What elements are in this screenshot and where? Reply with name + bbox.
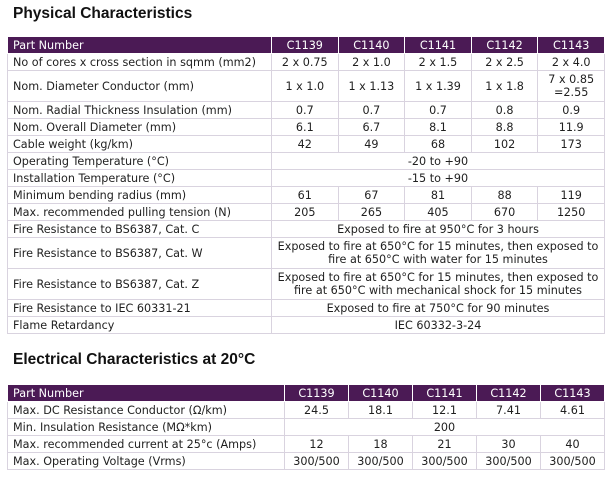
row-value: 300/500 <box>477 453 541 470</box>
row-merged-value: Exposed to fire at 650°C for 15 minutes, then exposed to fire at 650°C with water for 15 minutes <box>272 238 605 269</box>
row-label: Minimum bending radius (mm) <box>8 187 272 204</box>
row-label: No of cores x cross section in sqmm (mm2) <box>8 54 272 71</box>
row-value: 0.9 <box>538 102 605 119</box>
table-row <box>8 136 605 153</box>
row-value: 1 x 1.8 <box>471 71 538 102</box>
header-part-c1141: C1141 <box>413 385 477 402</box>
header-part-c1139: C1139 <box>272 37 339 54</box>
table-row <box>8 102 605 119</box>
table-row <box>8 54 605 71</box>
row-value: 6.1 <box>272 119 339 136</box>
table-row <box>8 119 605 136</box>
row-merged-value: Exposed to fire at 950°C for 3 hours <box>272 221 605 238</box>
row-value: 40 <box>541 436 605 453</box>
row-label: Nom. Diameter Conductor (mm) <box>8 71 272 102</box>
row-merged-value: -15 to +90 <box>272 170 605 187</box>
row-value: 7 x 0.85 =2.55 <box>538 71 605 102</box>
row-value: 0.7 <box>272 102 339 119</box>
row-value: 1 x 1.39 <box>405 71 472 102</box>
header-part-c1142: C1142 <box>471 37 538 54</box>
table-row <box>8 153 605 170</box>
table-row <box>8 317 605 334</box>
row-label: Cable weight (kg/km) <box>8 136 272 153</box>
table-row <box>8 238 605 269</box>
physical-header <box>8 37 605 54</box>
row-label: Flame Retardancy <box>8 317 272 334</box>
row-value: 0.8 <box>471 102 538 119</box>
table-row <box>8 436 605 453</box>
table-row <box>8 170 605 187</box>
table-row <box>8 187 605 204</box>
table-row <box>8 269 605 300</box>
physical-body <box>8 54 605 334</box>
row-label: Max. Operating Voltage (Vrms) <box>8 453 285 470</box>
electrical-header <box>8 385 605 402</box>
physical-title: Physical Characteristics <box>13 5 193 22</box>
row-value: 1 x 1.13 <box>338 71 405 102</box>
row-value: 300/500 <box>349 453 413 470</box>
row-value: 88 <box>471 187 538 204</box>
header-part-number-label: Part Number <box>8 37 272 54</box>
row-value: 11.9 <box>538 119 605 136</box>
row-value: 21 <box>413 436 477 453</box>
header-part-number-label: Part Number <box>8 385 285 402</box>
row-value: 1 x 1.0 <box>272 71 339 102</box>
row-value: 81 <box>405 187 472 204</box>
row-value: 30 <box>477 436 541 453</box>
row-value: 119 <box>538 187 605 204</box>
row-value: 42 <box>272 136 339 153</box>
row-value: 7.41 <box>477 402 541 419</box>
row-value: 265 <box>338 204 405 221</box>
row-label: Operating Temperature (°C) <box>8 153 272 170</box>
row-value: 670 <box>471 204 538 221</box>
header-part-c1142: C1142 <box>477 385 541 402</box>
row-value: 2 x 1.0 <box>338 54 405 71</box>
row-value: 300/500 <box>285 453 349 470</box>
row-value: 6.7 <box>338 119 405 136</box>
row-label: Installation Temperature (°C) <box>8 170 272 187</box>
row-value: 405 <box>405 204 472 221</box>
row-value: 300/500 <box>413 453 477 470</box>
row-label: Nom. Overall Diameter (mm) <box>8 119 272 136</box>
row-label: Fire Resistance to BS6387, Cat. W <box>8 238 272 269</box>
row-value: 2 x 0.75 <box>272 54 339 71</box>
row-value: 102 <box>471 136 538 153</box>
header-part-c1143: C1143 <box>541 385 605 402</box>
row-value: 173 <box>538 136 605 153</box>
row-value: 61 <box>272 187 339 204</box>
header-part-c1140: C1140 <box>349 385 413 402</box>
row-value: 12 <box>285 436 349 453</box>
row-value: 4.61 <box>541 402 605 419</box>
physical-table <box>7 36 605 334</box>
row-value: 300/500 <box>541 453 605 470</box>
header-part-c1139: C1139 <box>285 385 349 402</box>
row-merged-value: IEC 60332-3-24 <box>272 317 605 334</box>
row-value: 2 x 4.0 <box>538 54 605 71</box>
header-part-c1140: C1140 <box>338 37 405 54</box>
row-label: Max. recommended pulling tension (N) <box>8 204 272 221</box>
electrical-body <box>8 402 605 470</box>
table-row <box>8 300 605 317</box>
row-value: 8.8 <box>471 119 538 136</box>
row-merged-value: 200 <box>285 419 605 436</box>
row-label: Min. Insulation Resistance (MΩ*km) <box>8 419 285 436</box>
row-label: Max. recommended current at 25°c (Amps) <box>8 436 285 453</box>
row-value: 68 <box>405 136 472 153</box>
row-merged-value: -20 to +90 <box>272 153 605 170</box>
row-value: 49 <box>338 136 405 153</box>
row-merged-value: Exposed to fire at 650°C for 15 minutes, then exposed to fire at 650°C with mechanical shock for 15 minutes <box>272 269 605 300</box>
row-value: 2 x 2.5 <box>471 54 538 71</box>
header-part-c1143: C1143 <box>538 37 605 54</box>
row-label: Fire Resistance to BS6387, Cat. Z <box>8 269 272 300</box>
electrical-table <box>7 384 605 470</box>
row-value: 0.7 <box>405 102 472 119</box>
table-row <box>8 204 605 221</box>
row-value: 24.5 <box>285 402 349 419</box>
row-label: Max. DC Resistance Conductor (Ω/km) <box>8 402 285 419</box>
row-value: 2 x 1.5 <box>405 54 472 71</box>
row-label: Fire Resistance to BS6387, Cat. C <box>8 221 272 238</box>
row-value: 1250 <box>538 204 605 221</box>
table-row <box>8 71 605 102</box>
row-label: Fire Resistance to IEC 60331-21 <box>8 300 272 317</box>
table-row <box>8 419 605 436</box>
table-row <box>8 453 605 470</box>
row-label: Nom. Radial Thickness Insulation (mm) <box>8 102 272 119</box>
row-value: 18.1 <box>349 402 413 419</box>
row-value: 67 <box>338 187 405 204</box>
row-value: 0.7 <box>338 102 405 119</box>
table-row <box>8 402 605 419</box>
row-value: 18 <box>349 436 413 453</box>
row-value: 205 <box>272 204 339 221</box>
row-value: 8.1 <box>405 119 472 136</box>
row-merged-value: Exposed to fire at 750°C for 90 minutes <box>272 300 605 317</box>
row-value: 12.1 <box>413 402 477 419</box>
electrical-title: Electrical Characteristics at 20°C <box>13 351 256 368</box>
header-part-c1141: C1141 <box>405 37 472 54</box>
table-row <box>8 221 605 238</box>
